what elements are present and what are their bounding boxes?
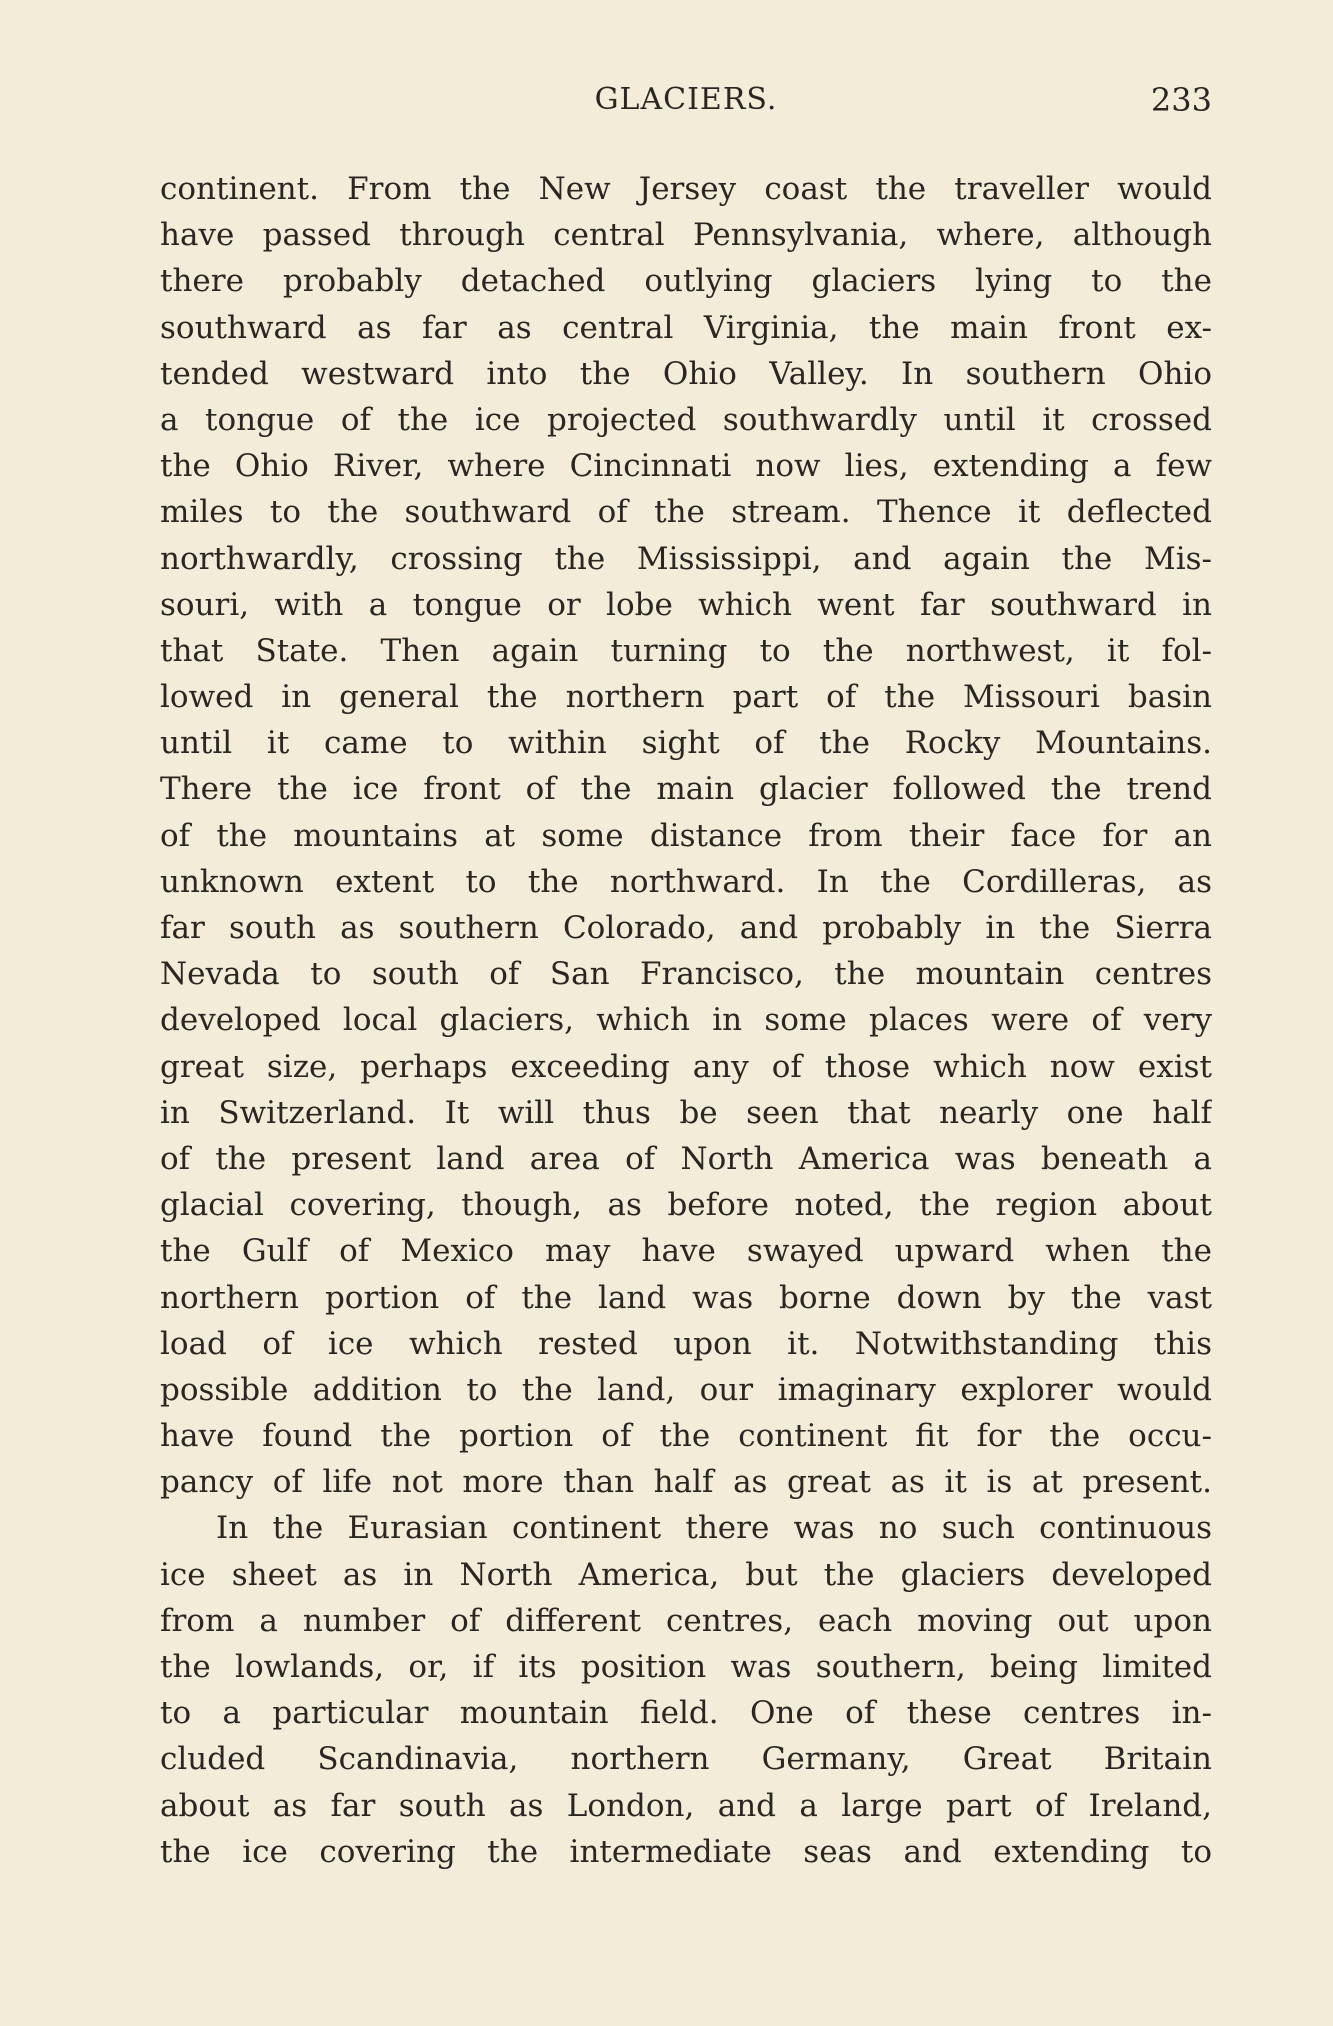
text-line: the Ohio River, where Cincinnati now lies, extending a few xyxy=(160,448,1212,485)
text-line: developed local glaciers, which in some places were of very xyxy=(160,1002,1212,1039)
text-line: tended westward into the Ohio Valley. In southern Ohio xyxy=(160,355,1212,392)
text-line: southward as far as central Virginia, the main front ex- xyxy=(160,309,1212,346)
text-line: there probably detached outlying glaciers lying to the xyxy=(160,263,1212,300)
text-line: In the Eurasian continent there was no such continuous xyxy=(216,1510,1212,1547)
text-line: load of ice which rested upon it. Notwithstanding this xyxy=(160,1325,1212,1362)
text-line: glacial covering, though, as before noted, the region about xyxy=(160,1187,1212,1224)
text-line: possible addition to the land, our imaginary explorer would xyxy=(160,1371,1212,1408)
text-line: the ice covering the intermediate seas and extending to xyxy=(160,1833,1212,1870)
page-number: 233 xyxy=(1150,81,1212,119)
body-text xyxy=(160,166,1212,1875)
text-line: the Gulf of Mexico may have swayed upward when the xyxy=(160,1233,1212,1270)
text-line: There the ice front of the main glacier followed the trend xyxy=(160,771,1212,808)
text-line: of the present land area of North America was beneath a xyxy=(160,1140,1212,1177)
text-line: continent. From the New Jersey coast the traveller would xyxy=(160,171,1212,207)
text-line: unknown extent to the northward. In the Cordilleras, as xyxy=(160,863,1212,900)
text-line: great size, perhaps exceeding any of those which now exist xyxy=(160,1048,1212,1085)
text-line: that State. Then again turning to the northwest, it fol- xyxy=(160,632,1212,669)
text-line: far south as southern Colorado, and probably in the Sierra xyxy=(160,910,1212,946)
text-line: to a particular mountain field. One of these centres in- xyxy=(160,1695,1212,1732)
text-line: northwardly, crossing the Mississippi, and again the Mis- xyxy=(160,540,1212,577)
text-line: miles to the southward of the stream. Thence it deflected xyxy=(160,494,1212,531)
text-line: have passed through central Pennsylvania, where, although xyxy=(160,217,1212,254)
text-line: ice sheet as in North America, but the glaciers developed xyxy=(160,1556,1212,1593)
text-line: of the mountains at some distance from their face for an xyxy=(160,817,1212,854)
text-line: about as far south as London, and a large part of Ireland, xyxy=(160,1787,1212,1824)
text-line: souri, with a tongue or lobe which went far southward in xyxy=(160,586,1212,623)
running-head xyxy=(160,78,1212,122)
text-line: until it came to within sight of the Rocky Mountains. xyxy=(160,725,1212,762)
text-line: pancy of life not more than half as great as it is at present. xyxy=(160,1464,1212,1501)
text-line: from a number of different centres, each moving out upon xyxy=(160,1602,1212,1639)
text-line: the lowlands, or, if its position was southern, being limited xyxy=(160,1649,1212,1685)
text-line: northern portion of the land was borne down by the vast xyxy=(160,1279,1212,1316)
text-line: lowed in general the northern part of the Missouri basin xyxy=(160,679,1212,716)
text-line: Nevada to south of San Francisco, the mountain centres xyxy=(160,956,1212,993)
text-line: a tongue of the ice projected southwardly until it crossed xyxy=(160,401,1212,438)
running-title: GLACIERS. xyxy=(594,82,778,117)
text-line: in Switzerland. It will thus be seen that nearly one half xyxy=(160,1094,1212,1131)
text-line: cluded Scandinavia, northern Germany, Great Britain xyxy=(160,1741,1212,1778)
text-line: have found the portion of the continent fit for the occu- xyxy=(160,1418,1212,1455)
